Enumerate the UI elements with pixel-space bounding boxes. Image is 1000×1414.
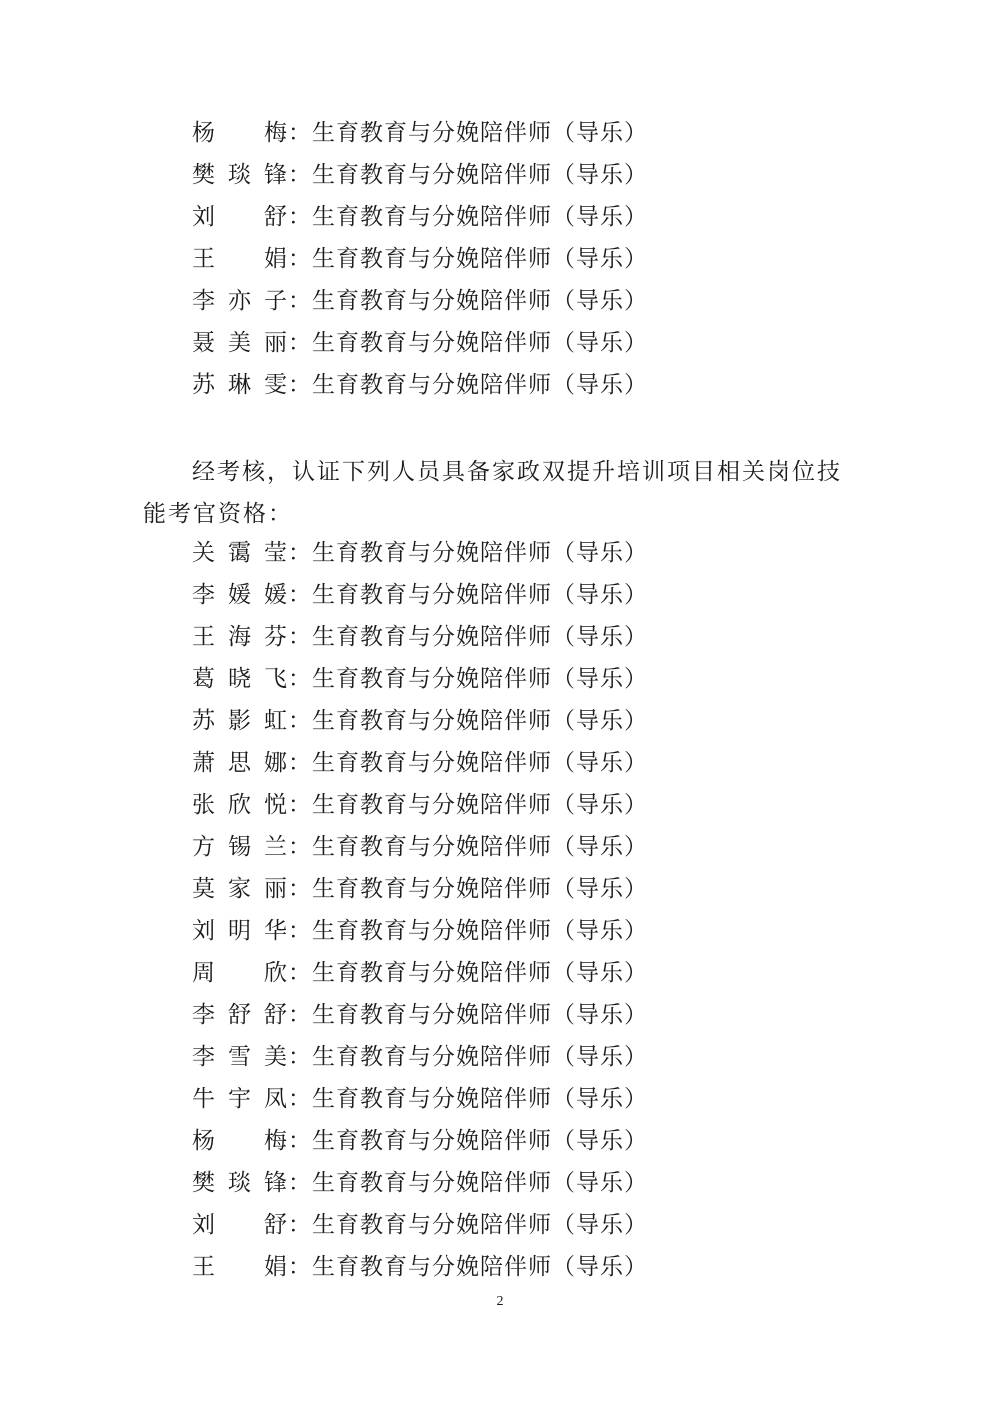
person-role: ：生育教育与分娩陪伴师（导乐） bbox=[288, 876, 648, 902]
person-name: 萧思娜 bbox=[192, 750, 288, 776]
person-role: ：生育教育与分娩陪伴师（导乐） bbox=[288, 960, 648, 986]
page-number: 2 bbox=[496, 1294, 504, 1309]
list-item bbox=[192, 658, 792, 700]
person-name: 苏琳雯 bbox=[192, 372, 288, 398]
person-name: 王 娟 bbox=[192, 246, 288, 272]
person-role: ：生育教育与分娩陪伴师（导乐） bbox=[288, 1002, 648, 1028]
person-role: ：生育教育与分娩陪伴师（导乐） bbox=[288, 666, 648, 692]
person-name: 杨 梅 bbox=[192, 120, 288, 146]
person-role: ：生育教育与分娩陪伴师（导乐） bbox=[288, 162, 648, 188]
person-name: 周 欣 bbox=[192, 960, 288, 986]
list-item bbox=[192, 616, 792, 658]
person-name: 李亦子 bbox=[192, 288, 288, 314]
person-role: ：生育教育与分娩陪伴师（导乐） bbox=[288, 792, 648, 818]
list-item bbox=[192, 322, 792, 364]
person-name: 王海芬 bbox=[192, 624, 288, 650]
list-item bbox=[192, 700, 792, 742]
person-role: ：生育教育与分娩陪伴师（导乐） bbox=[288, 204, 648, 230]
person-role: ：生育教育与分娩陪伴师（导乐） bbox=[288, 624, 648, 650]
person-name: 聂美丽 bbox=[192, 330, 288, 356]
person-role: ：生育教育与分娩陪伴师（导乐） bbox=[288, 582, 648, 608]
person-name: 方锡兰 bbox=[192, 834, 288, 860]
person-name: 杨 梅 bbox=[192, 1128, 288, 1154]
list-item bbox=[192, 154, 792, 196]
list-item bbox=[192, 784, 792, 826]
person-role: ：生育教育与分娩陪伴师（导乐） bbox=[288, 708, 648, 734]
certification-paragraph bbox=[143, 451, 863, 535]
paragraph-line-2: 能考官资格： bbox=[143, 501, 293, 527]
person-name: 牛宇凤 bbox=[192, 1086, 288, 1112]
person-name: 王 娟 bbox=[192, 1254, 288, 1280]
person-role: ：生育教育与分娩陪伴师（导乐） bbox=[288, 1086, 648, 1112]
list-item bbox=[192, 868, 792, 910]
person-name: 苏影虹 bbox=[192, 708, 288, 734]
person-name: 李雪美 bbox=[192, 1044, 288, 1070]
list-item bbox=[192, 952, 792, 994]
person-role: ：生育教育与分娩陪伴师（导乐） bbox=[288, 1044, 648, 1070]
person-name: 李媛媛 bbox=[192, 582, 288, 608]
person-role: ：生育教育与分娩陪伴师（导乐） bbox=[288, 288, 648, 314]
person-name: 张欣悦 bbox=[192, 792, 288, 818]
person-name: 莫家丽 bbox=[192, 876, 288, 902]
list-item bbox=[192, 1162, 792, 1204]
person-name: 葛晓飞 bbox=[192, 666, 288, 692]
list-item bbox=[192, 238, 792, 280]
list-item bbox=[192, 364, 792, 406]
list-item bbox=[192, 994, 792, 1036]
list-item bbox=[192, 1036, 792, 1078]
list-item bbox=[192, 574, 792, 616]
list-item bbox=[192, 112, 792, 154]
list-item bbox=[192, 1204, 792, 1246]
person-name: 樊琰锋 bbox=[192, 162, 288, 188]
list-item bbox=[192, 1120, 792, 1162]
person-role: ：生育教育与分娩陪伴师（导乐） bbox=[288, 750, 648, 776]
person-role: ：生育教育与分娩陪伴师（导乐） bbox=[288, 1254, 648, 1280]
person-role: ：生育教育与分娩陪伴师（导乐） bbox=[288, 246, 648, 272]
paragraph-line-1: 经考核，认证下列人员具备家政双提升培训项目相关岗位技 bbox=[192, 459, 842, 485]
person-name: 樊琰锋 bbox=[192, 1170, 288, 1196]
person-list-bottom bbox=[192, 532, 792, 1288]
person-role: ：生育教育与分娩陪伴师（导乐） bbox=[288, 120, 648, 146]
person-name: 李舒舒 bbox=[192, 1002, 288, 1028]
list-item bbox=[192, 280, 792, 322]
list-item bbox=[192, 532, 792, 574]
person-role: ：生育教育与分娩陪伴师（导乐） bbox=[288, 834, 648, 860]
person-role: ：生育教育与分娩陪伴师（导乐） bbox=[288, 540, 648, 566]
person-role: ：生育教育与分娩陪伴师（导乐） bbox=[288, 918, 648, 944]
person-role: ：生育教育与分娩陪伴师（导乐） bbox=[288, 1128, 648, 1154]
person-name: 刘明华 bbox=[192, 918, 288, 944]
person-role: ：生育教育与分娩陪伴师（导乐） bbox=[288, 330, 648, 356]
person-role: ：生育教育与分娩陪伴师（导乐） bbox=[288, 372, 648, 398]
person-list-top bbox=[192, 112, 792, 406]
list-item bbox=[192, 1246, 792, 1288]
person-role: ：生育教育与分娩陪伴师（导乐） bbox=[288, 1170, 648, 1196]
list-item bbox=[192, 910, 792, 952]
person-name: 刘 舒 bbox=[192, 204, 288, 230]
person-name: 关霭莹 bbox=[192, 540, 288, 566]
list-item bbox=[192, 742, 792, 784]
person-role: ：生育教育与分娩陪伴师（导乐） bbox=[288, 1212, 648, 1238]
list-item bbox=[192, 1078, 792, 1120]
list-item bbox=[192, 196, 792, 238]
person-name: 刘 舒 bbox=[192, 1212, 288, 1238]
list-item bbox=[192, 826, 792, 868]
